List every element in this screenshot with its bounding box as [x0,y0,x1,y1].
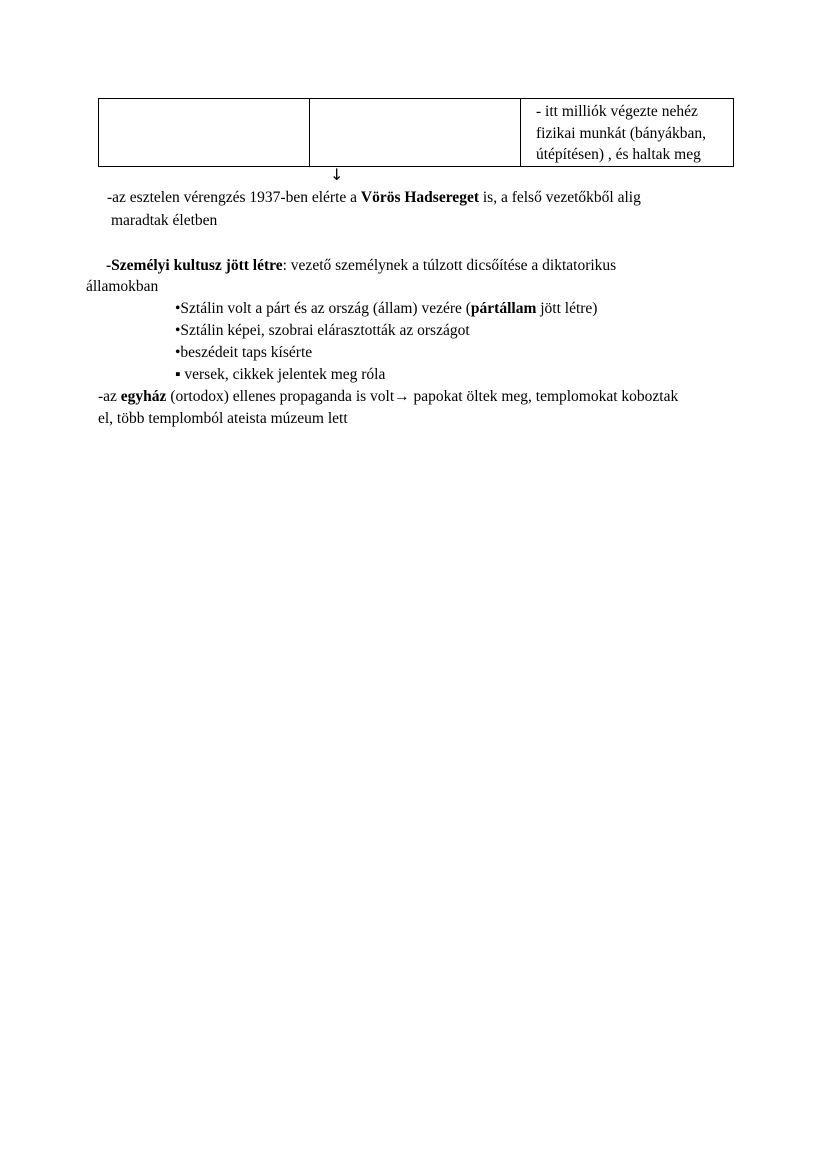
bullet-item-3: •beszédeit taps kísérte [175,344,313,361]
cult-definition: : vezető személynek a túlzott dicsőítése a diktatorikus [282,257,617,274]
red-army-term: Vörös Hadsereget [360,189,479,206]
table-cell-forced-labor [521,99,734,167]
purge-line-2: maradtak életben [111,212,218,229]
purge-text-c: is, a felső vezetőkből alig [478,189,641,206]
cult-line-2: államokban [86,278,159,295]
church-text-c: (ortodox) ellenes propaganda is volt→ papokat öltek meg, templomokat koboztak [166,388,679,405]
church-line-2: el, több templomból ateista múzeum lett [98,410,348,427]
table-row [99,99,734,167]
bullet-1-text-c: jött létre) [536,300,598,317]
table-cell-empty-1 [99,99,310,167]
bullet-1-text-a: •Sztálin volt a párt és az ország (állam) vezére ( [175,300,471,317]
personality-cult-term: -Személyi kultusz jött létre [106,257,283,274]
church-term: egyház [120,388,167,405]
party-state-term: pártállam [470,300,537,317]
forced-labor-text [521,99,733,166]
church-line-1 [98,386,678,408]
church-text-a: -az [98,388,121,405]
bullet-item-4: ▪ versek, cikkek jelentek meg róla [175,366,386,383]
purge-text-a: -az esztelen vérengzés 1937-ben elérte a [107,189,361,206]
bullet-item-2: •Sztálin képei, szobrai elárasztották az országot [175,322,470,339]
forced-labor-line-1: - itt milliók végezte nehéz [536,103,698,120]
cult-line-1 [106,255,616,277]
table-cell-empty-2 [310,99,521,167]
down-arrow-icon: ↓ [330,165,344,184]
forced-labor-line-3: útépítésen) , és haltak meg [536,146,701,163]
purge-line-1 [107,187,641,209]
continuation-table [98,98,734,167]
bullet-item-1 [175,298,597,320]
forced-labor-line-2: fizikai munkát (bányákban, [536,124,707,142]
